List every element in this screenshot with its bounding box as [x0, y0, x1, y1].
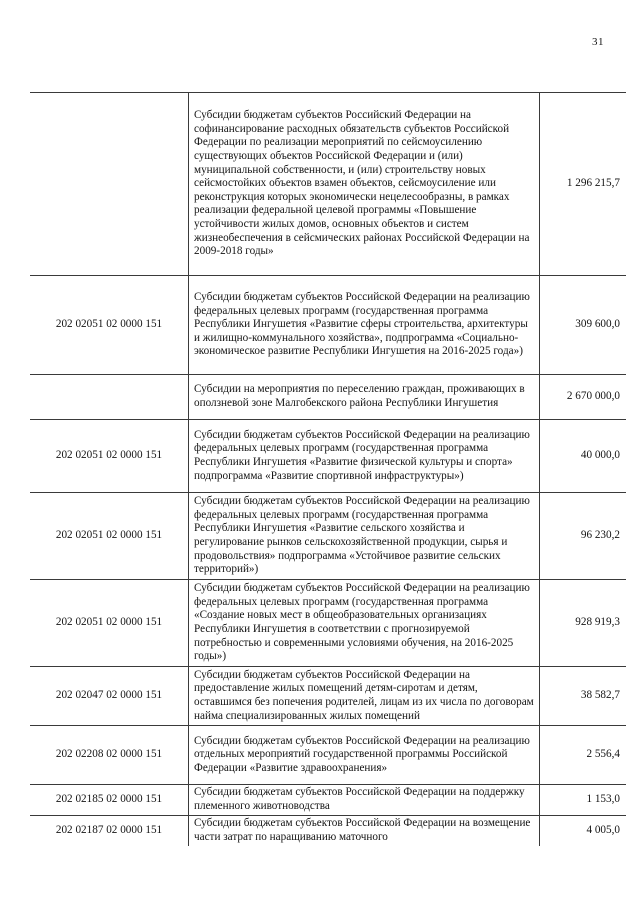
table-row: [30, 93, 626, 276]
table-row: [30, 493, 626, 580]
budget-code-cell: [30, 93, 189, 276]
budget-code-cell: 202 02051 02 0000 151: [30, 276, 189, 375]
budget-code-cell: [30, 375, 189, 420]
budget-table: [30, 92, 626, 846]
table-row: [30, 785, 626, 816]
amount-cell: 2 670 000,0: [540, 375, 627, 420]
table-row: [30, 667, 626, 726]
table-row: [30, 726, 626, 785]
table-row: [30, 276, 626, 375]
description-cell: Субсидии бюджетам субъектов Российской Федерации на реализацию федеральных целевых программ (государственная программа Республики Ингушетия «Развитие сельского хозяйства и регулирование рынков сельскохозяйственной продукции, сырья и продовольствия» подпрограмма «Устойчивое развитие сельских территорий»): [189, 493, 540, 580]
amount-cell: 40 000,0: [540, 420, 627, 493]
amount-cell: 96 230,2: [540, 493, 627, 580]
amount-cell: 1 296 215,7: [540, 93, 627, 276]
description-cell: Субсидии бюджетам субъектов Российской Федерации на реализацию отдельных мероприятий государственной программы Российской Федерации «Развитие здравоохранения»: [189, 726, 540, 785]
table-row: [30, 816, 626, 847]
budget-code-cell: 202 02047 02 0000 151: [30, 667, 189, 726]
table-row: [30, 375, 626, 420]
description-cell: Субсидии бюджетам субъектов Российской Федерации на реализацию федеральных целевых программ (государственная программа «Создание новых мест в общеобразовательных организациях Республики Ингушетия в соответствии с прогнозируемой потребностью и современными условиями обучения, на 2016-2025 годы»): [189, 580, 540, 667]
description-cell: Субсидии бюджетам субъектов Российский Федерации на софинансирование расходных обязательств субъектов Российской Федерации по реализации мероприятий по сейсмоусилению существующих объектов Российской Федерации и (или) муниципальной собственности, и (или) строительству новых сейсмостойких объектов взамен объектов, сейсмоусиление или реконструкция которых экономически нецелесообразны, в рамках реализации федеральной целевой программы «Повышение устойчивости жилых домов, основных объектов и систем жизнеобеспечения в сейсмических районах Российской Федерации на 2009-2018 годы»: [189, 93, 540, 276]
description-cell: Субсидии на мероприятия по переселению граждан, проживающих в оползневой зоне Малгобекского района Республики Ингушетия: [189, 375, 540, 420]
description-cell: Субсидии бюджетам субъектов Российской Федерации на реализацию федеральных целевых программ (государственная программа Республики Ингушетия «Развитие физической культуры и спорта» подпрограмма «Развитие спортивной инфраструктуры»): [189, 420, 540, 493]
budget-code-cell: 202 02185 02 0000 151: [30, 785, 189, 816]
budget-code-cell: 202 02208 02 0000 151: [30, 726, 189, 785]
budget-code-cell: 202 02051 02 0000 151: [30, 420, 189, 493]
budget-code-cell: 202 02051 02 0000 151: [30, 580, 189, 667]
budget-code-cell: 202 02187 02 0000 151: [30, 816, 189, 847]
description-cell: Субсидии бюджетам субъектов Российской Федерации на возмещение части затрат по наращиванию маточного: [189, 816, 540, 847]
amount-cell: 2 556,4: [540, 726, 627, 785]
amount-cell: 309 600,0: [540, 276, 627, 375]
amount-cell: 4 005,0: [540, 816, 627, 847]
amount-cell: 38 582,7: [540, 667, 627, 726]
amount-cell: 928 919,3: [540, 580, 627, 667]
table-row: [30, 580, 626, 667]
description-cell: Субсидии бюджетам субъектов Российской Федерации на реализацию федеральных целевых программ (государственная программа Республики Ингушетия «Развитие сферы строительства, архитектуры и жилищно-коммунального хозяйства», подпрограмма «Социально-экономическое развитие Республики Ингушетия на 2016-2025 года»): [189, 276, 540, 375]
table-row: [30, 420, 626, 493]
amount-cell: 1 153,0: [540, 785, 627, 816]
description-cell: Субсидии бюджетам субъектов Российской Федерации на поддержку племенного животноводства: [189, 785, 540, 816]
budget-code-cell: 202 02051 02 0000 151: [30, 493, 189, 580]
description-cell: Субсидии бюджетам субъектов Российской Федерации на предоставление жилых помещений детям-сиротам и детям, оставшимся без попечения родителей, лицам из их числа по договорам найма специализированных жилых помещений: [189, 667, 540, 726]
page-number: 31: [592, 36, 604, 48]
